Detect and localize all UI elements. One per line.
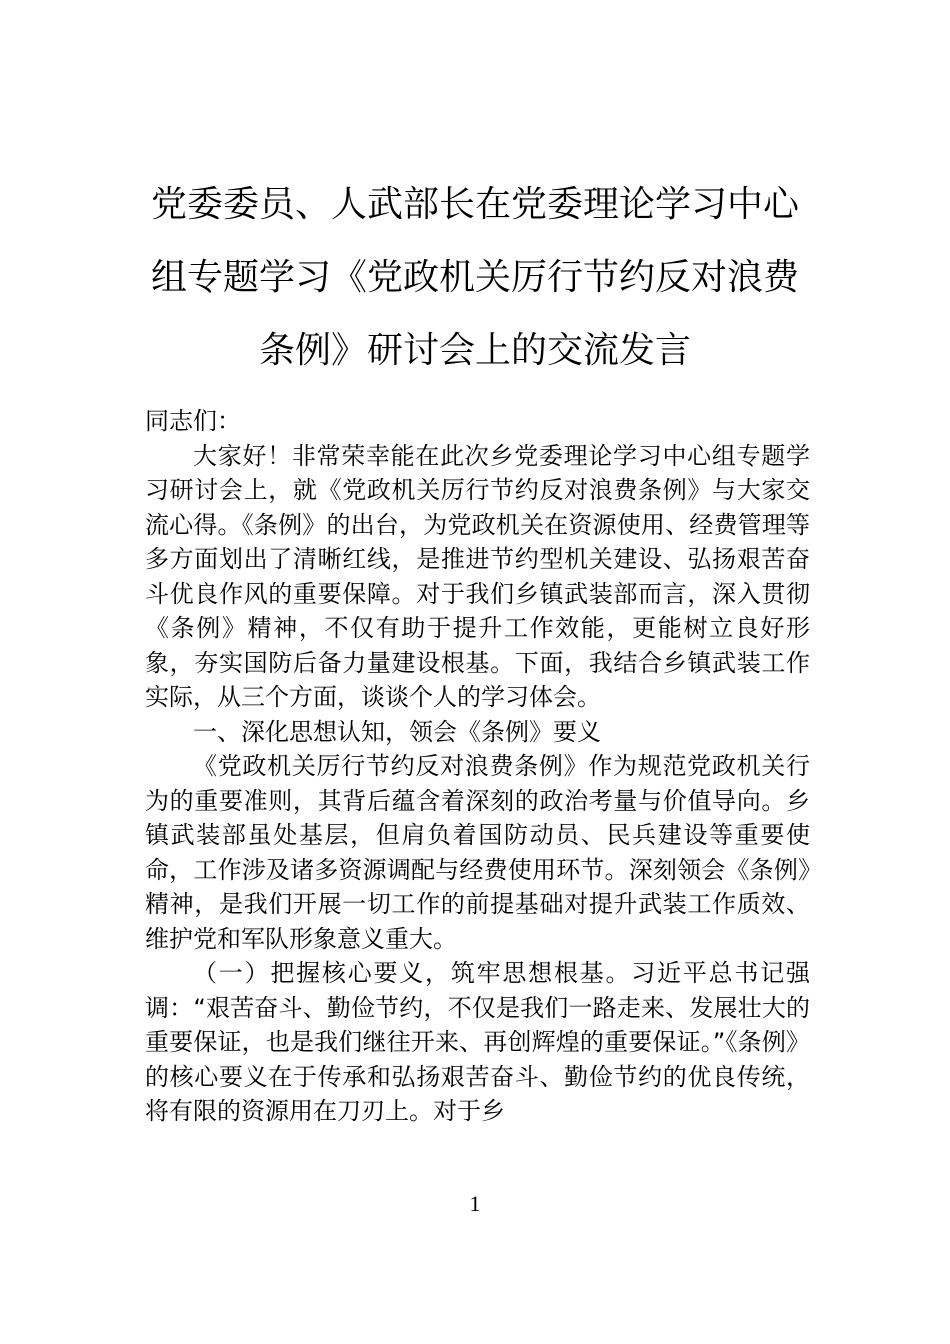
section-heading-1: 一、深化思想认知，领会《条例》要义 [193, 717, 601, 746]
document-title [120, 168, 830, 387]
salutation: 同志们： [145, 407, 241, 435]
title-line-1: 党委委员、人武部长在党委理论学习中心 [150, 184, 799, 225]
paragraph-opening: 大家好！非常荣幸能在此次乡党委理论学习中心组专题学习研讨会上，就《党政机关厉行节约反对浪费条例》与大家交流心得。《条例》的出台，为党政机关在资源使用、经费管理等多方面划出了清晰红线，是推进节约型机关建设、弘扬艰苦奋斗优良作风的重要保障。对于我们乡镇武装部而言，深入贯彻《条例》精神，不仅有助于提升工作效能，更能树立良好形象，夯实国防后备力量建设根基。下面，我结合乡镇武装工作实际，从三个方面，谈谈个人的学习体会。 [145, 441, 810, 711]
title-line-3: 条例》研讨会上的交流发言 [258, 330, 691, 371]
document-body [145, 404, 810, 1129]
paragraph-section-1-intro: 《党政机关厉行节约反对浪费条例》作为规范党政机关行为的重要准则，其背后蕴含着深刻的政治考量与价值导向。乡镇武装部虽处基层，但肩负着国防动员、民兵建设等重要使命，工作涉及诸多资源调配与经费使用环节。深刻领会《条例》精神，是我们开展一切工作的前提基础对提升武装工作质效、维护党和军队形象意义重大。 [145, 752, 810, 953]
title-line-2: 组专题学习《党政机关厉行节约反对浪费 [150, 257, 799, 298]
page-number: 1 [469, 1191, 481, 1216]
paragraph-subsection-1: （一）把握核心要义，筑牢思想根基。习近平总书记强调：“艰苦奋斗、勤俭节约，不仅是我们一路走来、发展壮大的重要保证，也是我们继往开来、再创辉煌的重要保证。”《条例》的核心要义在于传承和弘扬艰苦奋斗、勤俭节约的优良传统，将有限的资源用在刀刃上。对于乡 [145, 959, 810, 1125]
